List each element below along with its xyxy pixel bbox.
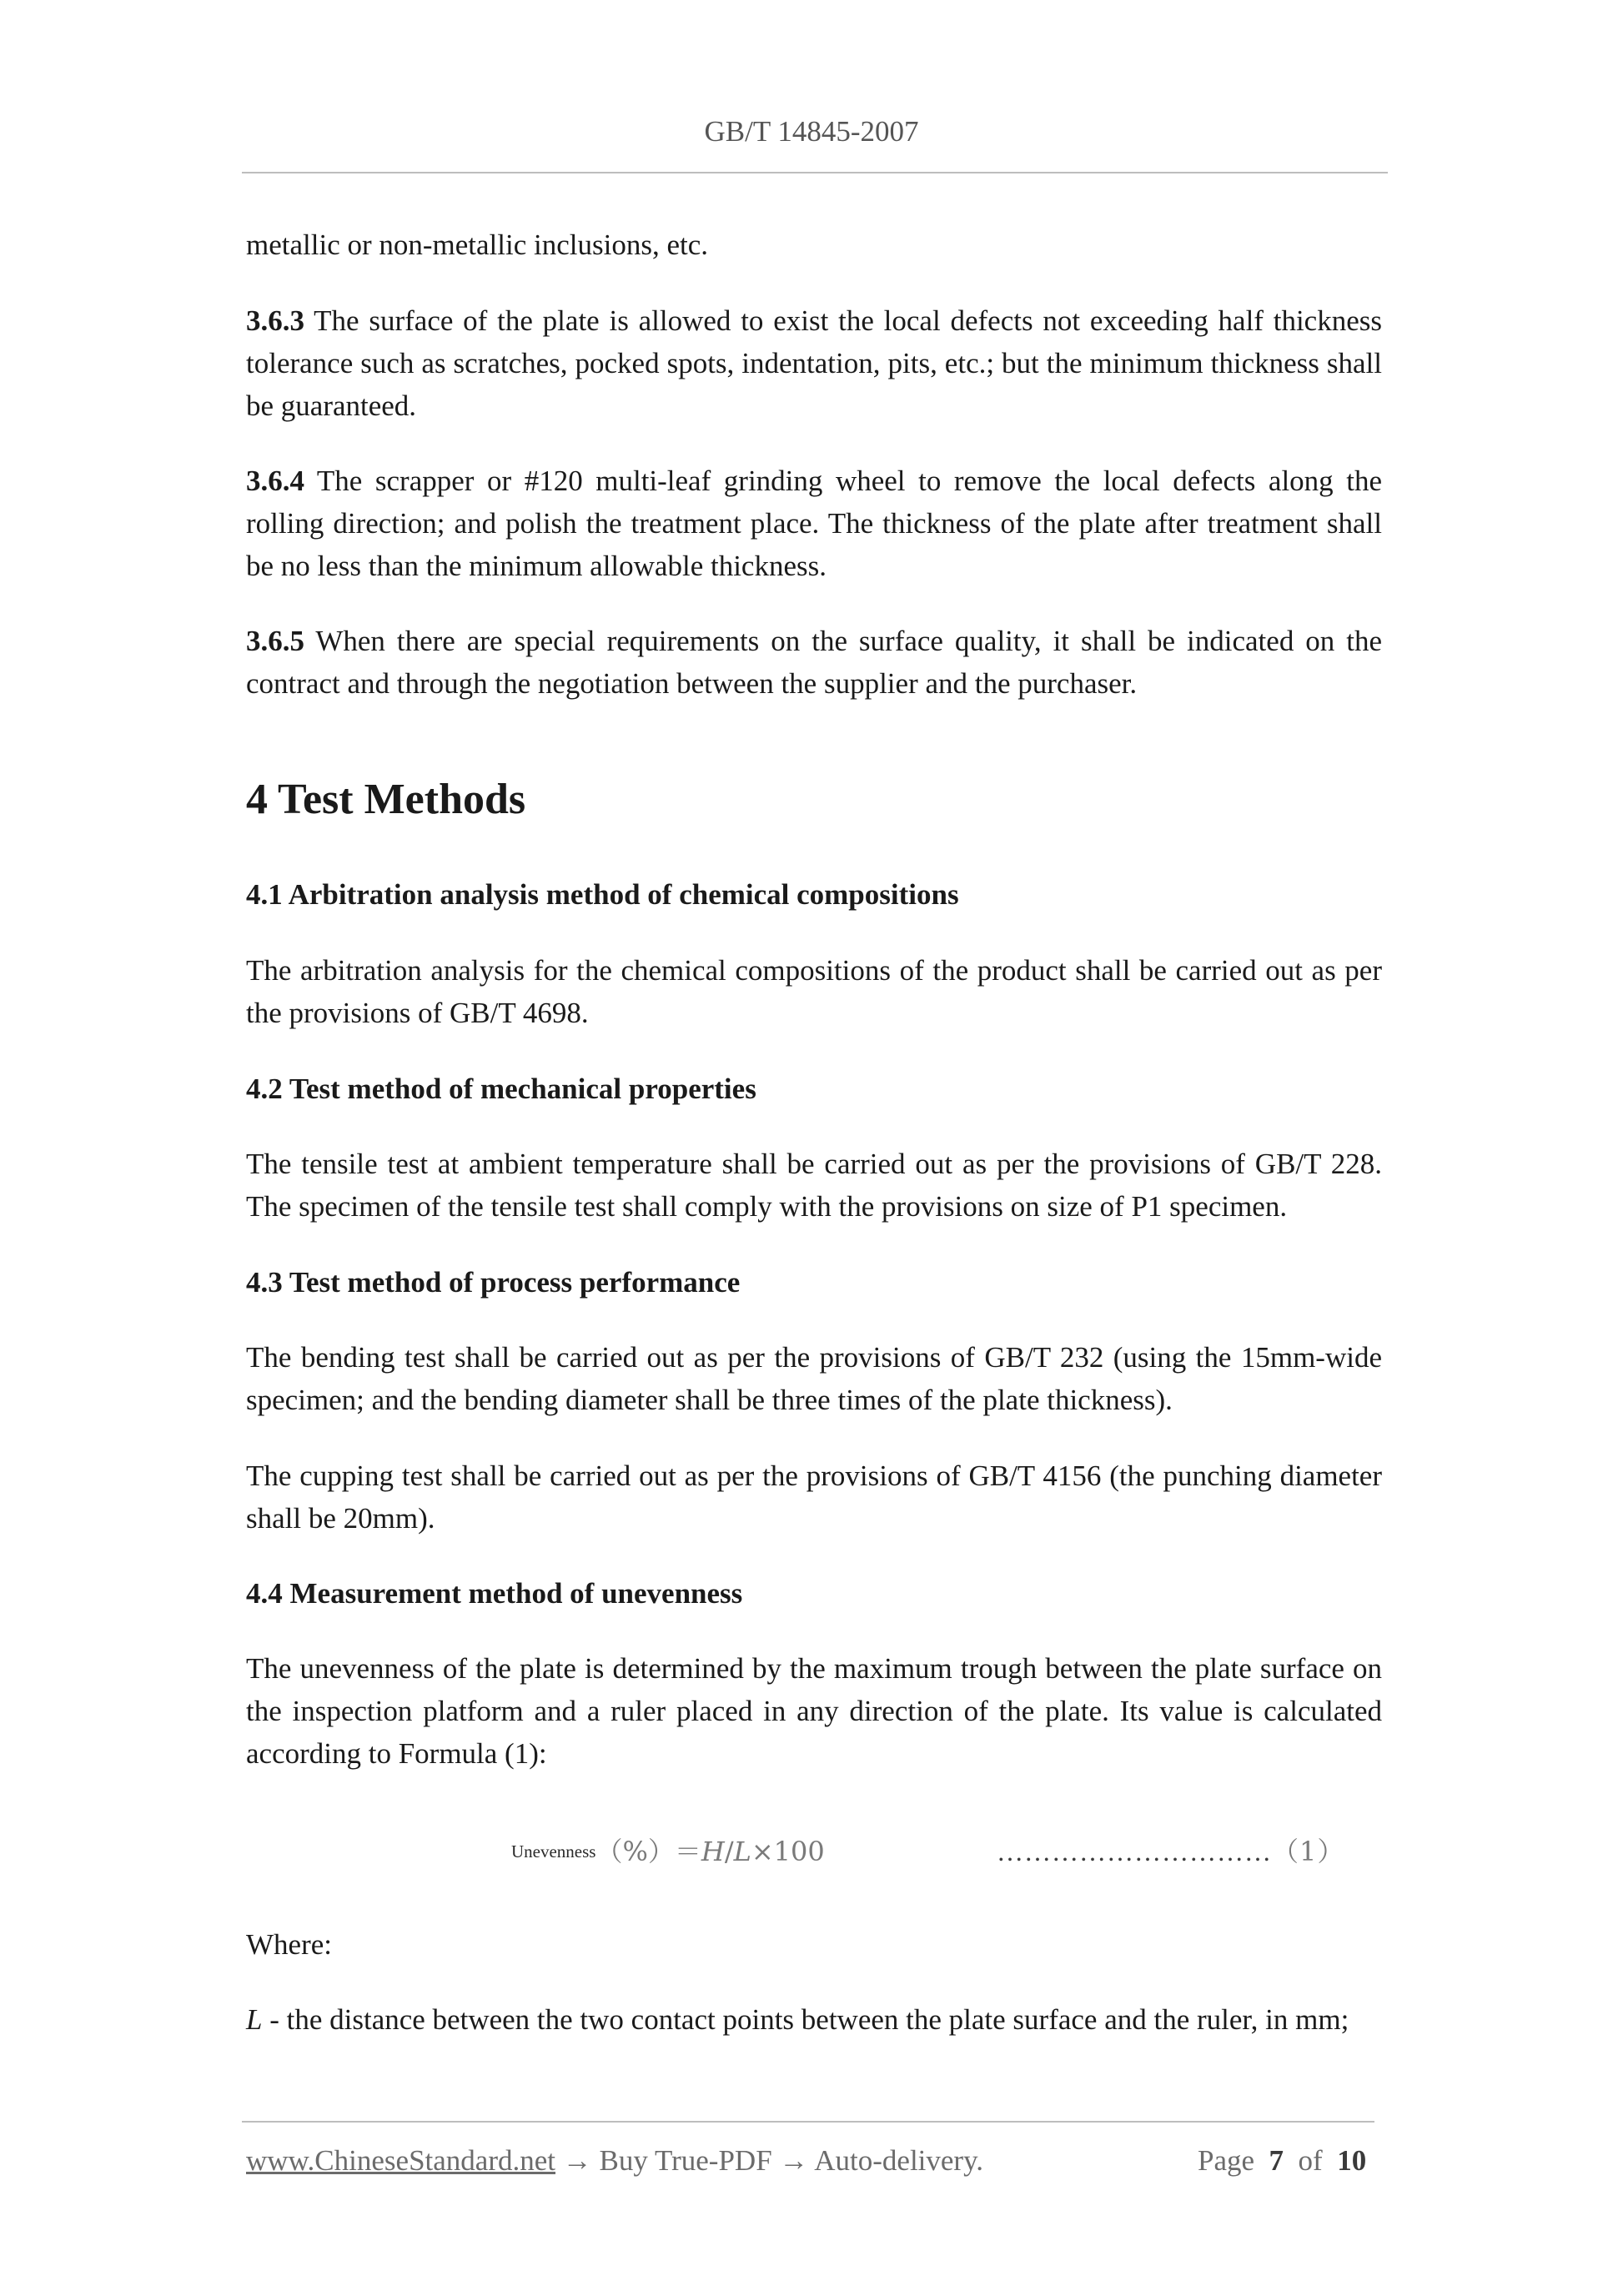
subsection-4-3-heading: 4.3 Test method of process performance (246, 1266, 741, 1299)
formula-1 (246, 1831, 1382, 1872)
clause-text: The surface of the plate is allowed to exist the local defects not exceeding half thickness tolerance such as scratches, pocked spots, indentation, pits, etc.; but the minimum thickness shall be guaranteed. (246, 304, 1382, 422)
formula-label: Unevenness (511, 1841, 596, 1861)
formula-times: ×100 (751, 1836, 825, 1867)
clause-text: When there are special requirements on the surface quality, it shall be indicated on the contract and through the negotiation between the supplier and the purchaser. (246, 625, 1382, 700)
formula-h-var: H (701, 1836, 725, 1867)
clause-number: 3.6.3 (246, 304, 304, 337)
subsection-4-3-cupping-text: The cupping test shall be carried out as per the provisions of GB/T 4156 (the punching diameter shall be 20mm). (246, 1459, 1382, 1535)
formula-dots: ………………………… (997, 1836, 1272, 1866)
of-label: of (1298, 2144, 1323, 2177)
footer-website-link[interactable]: www.ChineseStandard.net (246, 2144, 555, 2177)
footer-promo (246, 2144, 983, 2178)
footer-buy-text: Buy True-PDF (599, 2144, 772, 2177)
current-page-number: 7 (1269, 2144, 1284, 2177)
footer-divider (242, 2121, 1374, 2123)
where-label: Where: (246, 1928, 332, 1961)
subsection-4-2-text: The tensile test at ambient temperature shall be carried out as per the provisions of GB/T 228. The specimen of the tensile test shall comply with the provisions on size of P1 specimen. (246, 1148, 1382, 1223)
continued-paragraph: metallic or non-metallic inclusions, etc. (246, 229, 709, 261)
clause-text: The scrapper or #120 multi-leaf grinding wheel to remove the local defects along the rolling direction; and polish the treatment place. The thickness of the plate after treatment shall be no less than the minimum allowable thickness. (246, 465, 1382, 582)
clause-3-6-4 (246, 460, 1382, 587)
subsection-4-3-bending-text: The bending test shall be carried out as per the provisions of GB/T 232 (using the 15mm-wide specimen; and the bending diameter shall be three times of the plate thickness). (246, 1341, 1382, 1416)
document-header-title: GB/T 14845-2007 (704, 115, 919, 148)
subsection-4-1-heading: 4.1 Arbitration analysis method of chemical compositions (246, 878, 959, 911)
formula-expression (511, 1831, 825, 1869)
where-l-text: - the distance between the two contact points between the plate surface and the ruler, in mm; (262, 2003, 1349, 2036)
formula-number: （1） (1272, 1836, 1345, 1867)
subsection-4-4-text: The unevenness of the plate is determined by the maximum trough between the plate surface on the inspection platform and a ruler placed in any direction of the plate. Its value is calculated according to Formula (1): (246, 1652, 1382, 1770)
formula-leader (997, 1831, 1344, 1869)
clause-3-6-3 (246, 299, 1382, 427)
footer-delivery-text: Auto-delivery. (814, 2144, 984, 2177)
subsection-4-2-heading: 4.2 Test method of mechanical properties (246, 1073, 756, 1105)
subsection-4-4-heading: 4.4 Measurement method of unevenness (246, 1577, 743, 1610)
header-divider (242, 172, 1388, 173)
clause-3-6-5 (246, 620, 1382, 705)
subsection-4-1-text: The arbitration analysis for the chemical compositions of the product shall be carried out as per the provisions of GB/T 4698. (246, 954, 1382, 1029)
where-l-definition (246, 1998, 1382, 2041)
section-heading-test-methods: 4 Test Methods (246, 776, 526, 823)
clause-number: 3.6.5 (246, 625, 304, 657)
where-l-variable: L (246, 2003, 263, 2036)
total-pages-number: 10 (1337, 2144, 1367, 2177)
formula-slash: / (724, 1836, 734, 1867)
page-label: Page (1198, 2144, 1255, 2177)
footer-arrow: → (771, 2144, 815, 2177)
footer-arrow: → (555, 2144, 600, 2177)
page-indicator (1198, 2144, 1366, 2178)
formula-l-var: L (733, 1836, 751, 1867)
clause-number: 3.6.4 (246, 465, 304, 497)
formula-lhs: （%）＝ (595, 1836, 701, 1867)
